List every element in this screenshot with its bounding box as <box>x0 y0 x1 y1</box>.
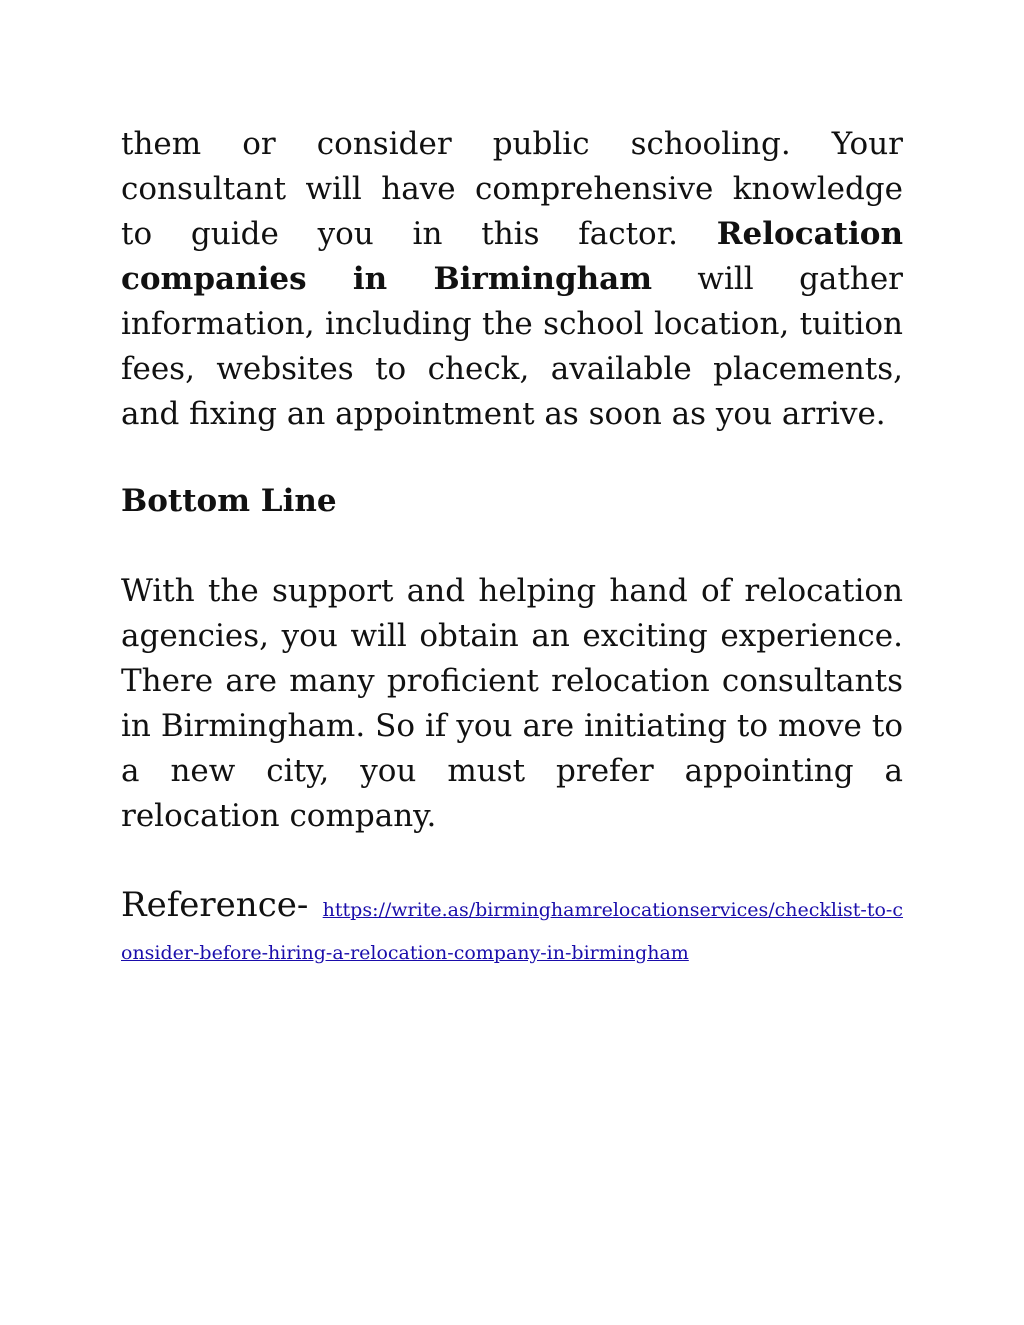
section-heading: Bottom Line <box>121 483 337 519</box>
spacer <box>121 524 903 569</box>
spacer <box>121 839 903 884</box>
spacer <box>121 437 903 479</box>
reference-link[interactable]: https://write.as/birminghamrelocationservices/checklist-to-consider-before-hiring-a-relocation-company-in-birmingham <box>121 899 903 964</box>
intro-text-start: them or consider public schooling. Your consultant will have comprehensive knowledge to guide you in this factor. <box>121 126 903 252</box>
intro-text-end: will gather information, including the school location, tuition fees, websites to check, available placements, and fixing an appointment as soon as you arrive. <box>121 261 903 432</box>
reference-line <box>121 884 903 975</box>
section-paragraph: With the support and helping hand of relocation agencies, you will obtain an exciting experience. There are many proficient relocation consultants in Birmingham. So if you are initiating to move to a new city, you must prefer appointing a relocation company. <box>121 573 903 834</box>
document-page <box>121 122 903 975</box>
reference-label: Reference- <box>121 885 309 925</box>
intro-bold-phrase: Relocation companies in Birmingham <box>121 216 903 297</box>
intro-paragraph <box>121 122 903 437</box>
